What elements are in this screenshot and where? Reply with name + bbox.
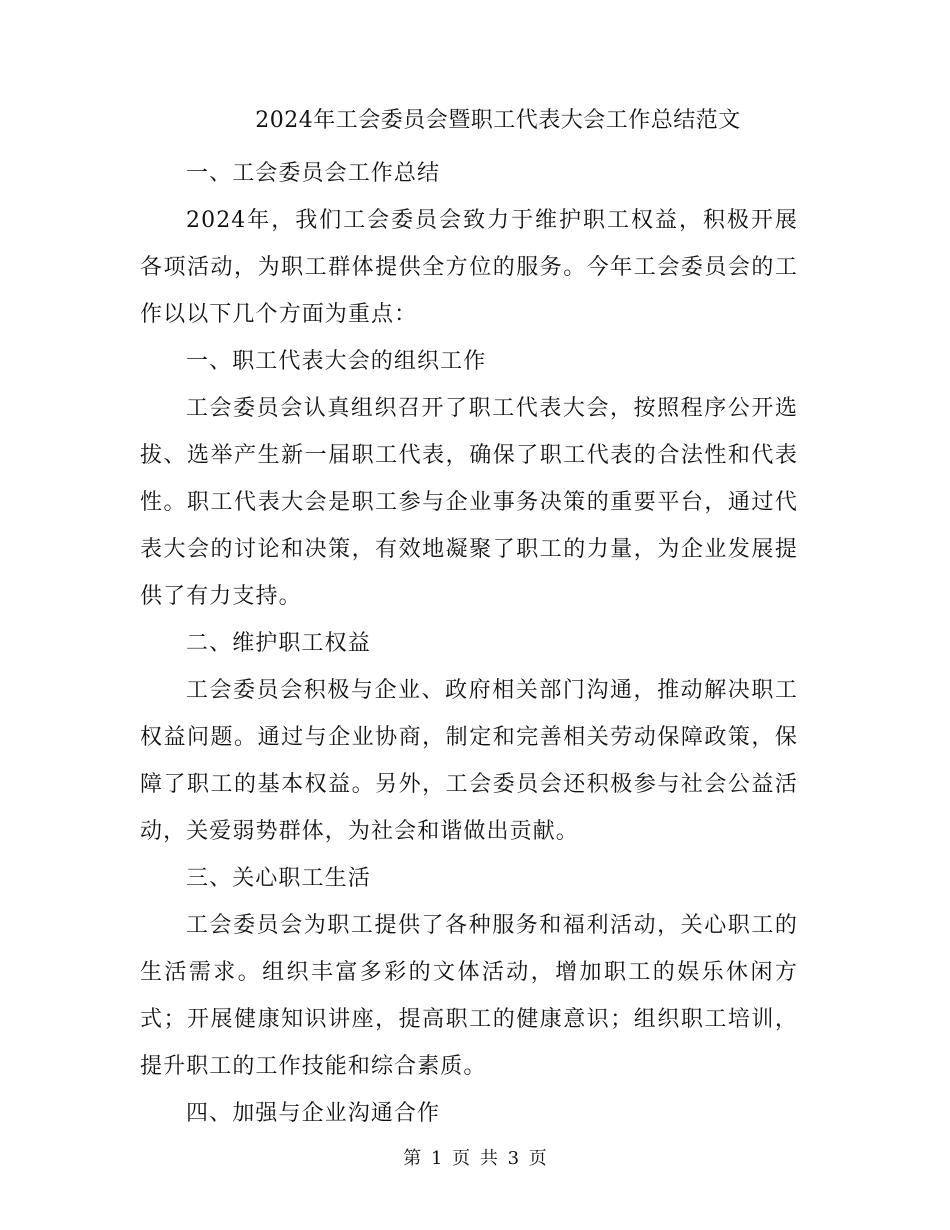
document-body: [140, 150, 798, 1137]
section-heading: 二、维护职工权益: [186, 631, 371, 656]
section-heading: 四、加强与企业沟通合作: [186, 1101, 441, 1126]
body-paragraph: 工会委员会积极与企业、政府相关部门沟通，推动解决职工权益问题。通过与企业协商，制定和完善相关劳动保障政策，保障了职工的基本权益。另外，工会委员会还积极参与社会公益活动，关爱弱势群体，为社会和谐做出贡献。: [140, 678, 798, 844]
section-heading: 一、职工代表大会的组织工作: [186, 349, 487, 374]
section-heading: 一、工会委员会工作总结: [186, 161, 441, 186]
section-heading: 三、关心职工生活: [186, 866, 371, 891]
body-paragraph: 工会委员会为职工提供了各种服务和福利活动，关心职工的生活需求。组织丰富多彩的文体活动，增加职工的娱乐休闲方式；开展健康知识讲座，提高职工的健康意识；组织职工培训，提升职工的工作技能和综合素质。: [140, 913, 798, 1079]
body-paragraph: 2024年，我们工会委员会致力于维护职工权益，积极开展各项活动，为职工群体提供全方位的服务。今年工会委员会的工作以以下几个方面为重点：: [140, 208, 798, 327]
document-title: 2024年工会委员会暨职工代表大会工作总结范文: [255, 108, 741, 133]
body-paragraph: 工会委员会认真组织召开了职工代表大会，按照程序公开选拔、选举产生新一届职工代表，确保了职工代表的合法性和代表性。职工代表大会是职工参与企业事务决策的重要平台，通过代表大会的讨论和决策，有效地凝聚了职工的力量，为企业发展提供了有力支持。: [140, 396, 798, 609]
page-number-footer: 第 1 页 共 3 页: [403, 1148, 547, 1169]
